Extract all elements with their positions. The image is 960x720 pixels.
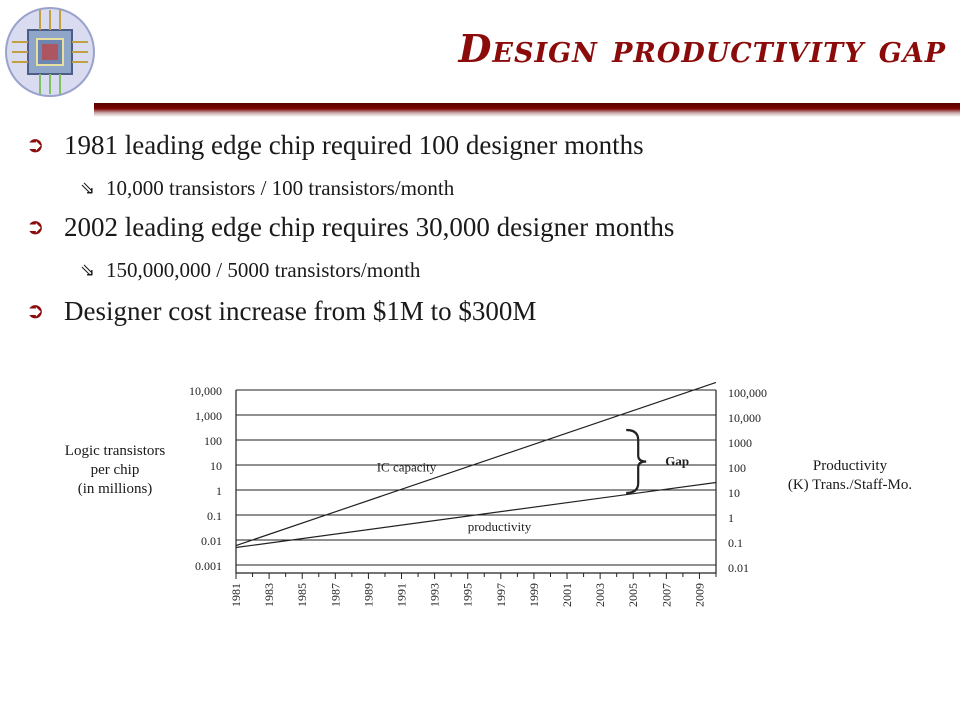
productivity-label: productivity (467, 519, 532, 535)
right-tick-label: 10 (728, 486, 740, 500)
right-axis-label: Productivity (K) Trans./Staff-Mo. (787, 458, 913, 493)
left-tick-label: 1,000 (195, 409, 222, 423)
right-tick-label: 1 (728, 511, 734, 525)
left-tick-label: 0.01 (201, 534, 222, 548)
bullet-1-text: 1981 leading edge chip required 100 designer months (64, 130, 644, 160)
hollow-arrow-icon: ⇘ (80, 178, 96, 199)
sub-bullet-1-text: 10,000 transistors / 100 transistors/month (106, 176, 455, 200)
bullet-3 (26, 296, 536, 327)
x-tick-label: 1989 (361, 583, 376, 607)
ic-capacity-line (236, 382, 716, 545)
right-tick-label: 0.01 (728, 561, 749, 575)
chip-logo (4, 2, 96, 102)
x-tick-label: 1981 (229, 583, 243, 607)
x-tick-label: 1991 (394, 583, 409, 607)
right-tick-label: 1000 (728, 436, 752, 450)
x-tick-label: 1987 (328, 583, 343, 607)
gap-label: Gap (665, 453, 690, 469)
x-tick-label: 2007 (659, 583, 674, 607)
x-tick-label: 1997 (493, 583, 508, 607)
right-tick-label: 0.1 (728, 536, 743, 550)
left-tick-label: 0.1 (207, 509, 222, 523)
slide-title: Design productivity gap (458, 26, 946, 71)
right-tick-label: 100 (728, 461, 746, 475)
sub-bullet-2 (80, 258, 420, 283)
bullet-3-text: Designer cost increase from $1M to $300M (64, 296, 537, 326)
bullet-2-text: 2002 leading edge chip requires 30,000 designer months (64, 212, 675, 242)
arrow-icon: ➲ (26, 133, 45, 158)
left-tick-label: 10 (210, 459, 222, 473)
x-tick-label: 1993 (427, 583, 442, 607)
x-tick-label: 1983 (262, 583, 277, 607)
right-tick-label: 10,000 (728, 411, 761, 425)
ic-capacity-label: IC capacity (376, 459, 437, 475)
arrow-icon: ➲ (26, 299, 45, 324)
title-rule (94, 103, 960, 117)
x-tick-label: 1999 (526, 583, 541, 607)
right-tick-label: 100,000 (728, 386, 767, 400)
bullet-2 (26, 212, 674, 243)
x-tick-label: 1985 (295, 583, 310, 607)
sub-bullet-2-text: 150,000,000 / 5000 transistors/month (106, 258, 421, 282)
x-tick-label: 2005 (626, 583, 641, 607)
left-tick-label: 0.001 (195, 559, 222, 573)
left-tick-label: 1 (216, 484, 222, 498)
arrow-icon: ➲ (26, 215, 45, 240)
left-axis-label: Logic transistors per chip (in millions) (64, 443, 166, 497)
sub-bullet-1 (80, 176, 454, 201)
productivity-line (236, 482, 716, 547)
gap-brace (626, 430, 646, 493)
x-tick-label: 1995 (460, 583, 475, 607)
hollow-arrow-icon: ⇘ (80, 260, 96, 281)
left-tick-label: 100 (204, 434, 222, 448)
left-tick-label: 10,000 (189, 384, 222, 398)
x-tick-label: 2001 (560, 583, 575, 607)
bullet-1 (26, 130, 644, 161)
x-tick-label: 2003 (593, 583, 608, 607)
x-tick-label: 2009 (692, 583, 707, 607)
